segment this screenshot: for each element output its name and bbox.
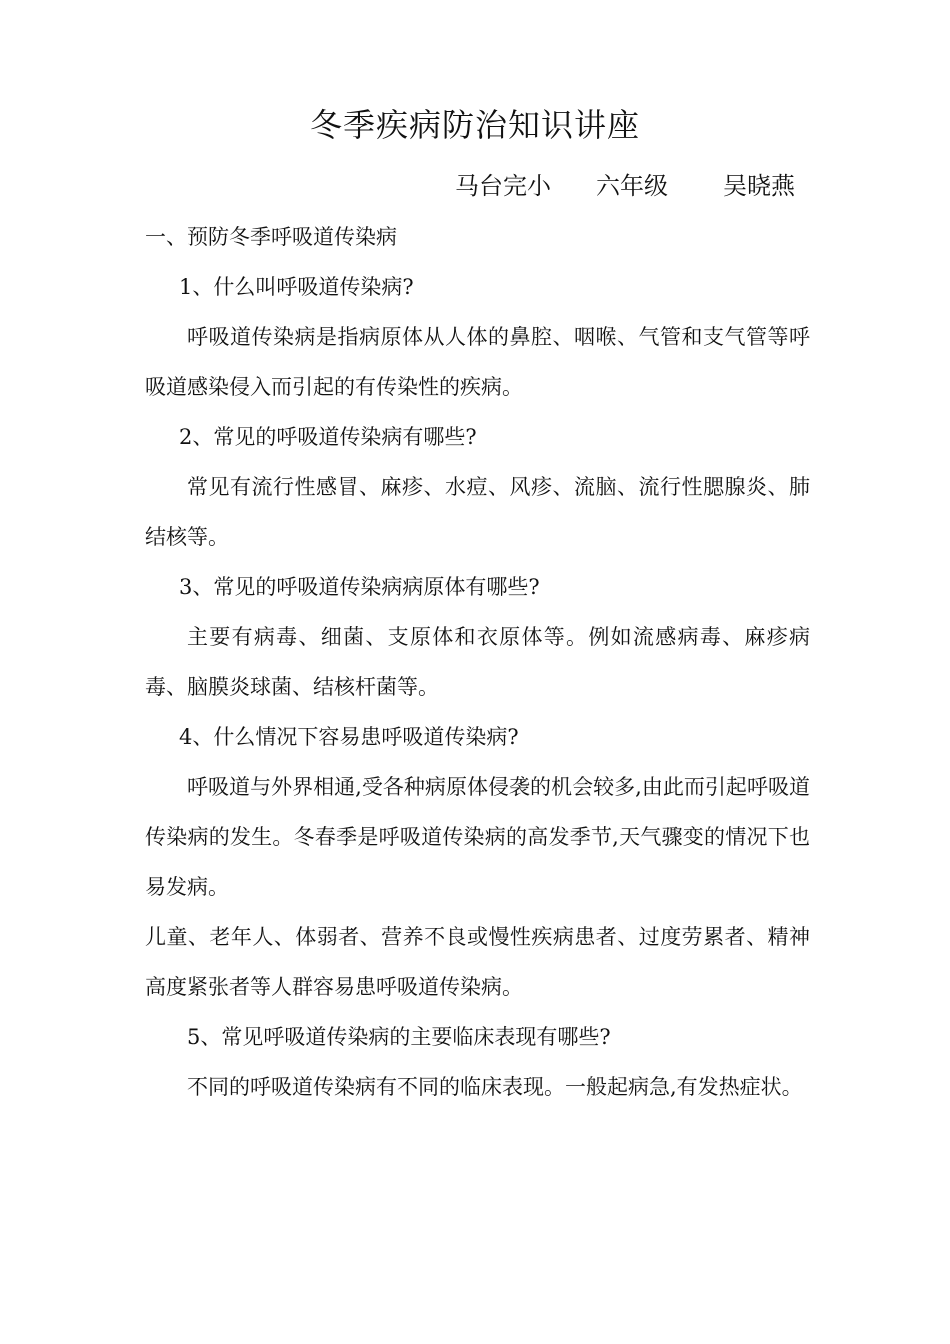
document-body	[145, 212, 810, 1112]
byline-school: 马台完小	[455, 172, 551, 200]
answer-4: 呼吸道与外界相通,受各种病原体侵袭的机会较多,由此而引起呼吸道传染病的发生。冬春季是呼吸道传染病的高发季节,天气骤变的情况下也易发病。	[145, 775, 810, 899]
page-title: 冬季疾病防治知识讲座	[309, 106, 640, 144]
answer-5: 不同的呼吸道传染病有不同的临床表现。一般起病急,有发热症状。	[187, 1075, 803, 1099]
byline-author: 吴晓燕	[723, 172, 795, 200]
answer-4-continued: 儿童、老年人、体弱者、营养不良或慢性疾病患者、过度劳累者、精神高度紧张者等人群容易患呼吸道传染病。	[145, 925, 810, 999]
answer-3: 主要有病毒、细菌、支原体和衣原体等。例如流感病毒、麻疹病毒、脑膜炎球菌、结核杆菌等。	[145, 625, 810, 699]
question-1: 1、什么叫呼吸道传染病?	[179, 275, 414, 299]
answer-1: 呼吸道传染病是指病原体从人体的鼻腔、咽喉、气管和支气管等呼吸道感染侵入而引起的有传染性的疾病。	[145, 325, 810, 399]
question-5: 5、常见呼吸道传染病的主要临床表现有哪些?	[187, 1025, 611, 1049]
byline	[0, 166, 950, 206]
byline-grade: 六年级	[596, 172, 668, 200]
question-3: 3、常见的呼吸道传染病病原体有哪些?	[179, 575, 540, 599]
question-2: 2、常见的呼吸道传染病有哪些?	[179, 425, 477, 449]
answer-2: 常见有流行性感冒、麻疹、水痘、风疹、流脑、流行性腮腺炎、肺结核等。	[145, 475, 810, 549]
question-4: 4、什么情况下容易患呼吸道传染病?	[179, 725, 519, 749]
section-heading: 一、预防冬季呼吸道传染病	[145, 225, 397, 249]
